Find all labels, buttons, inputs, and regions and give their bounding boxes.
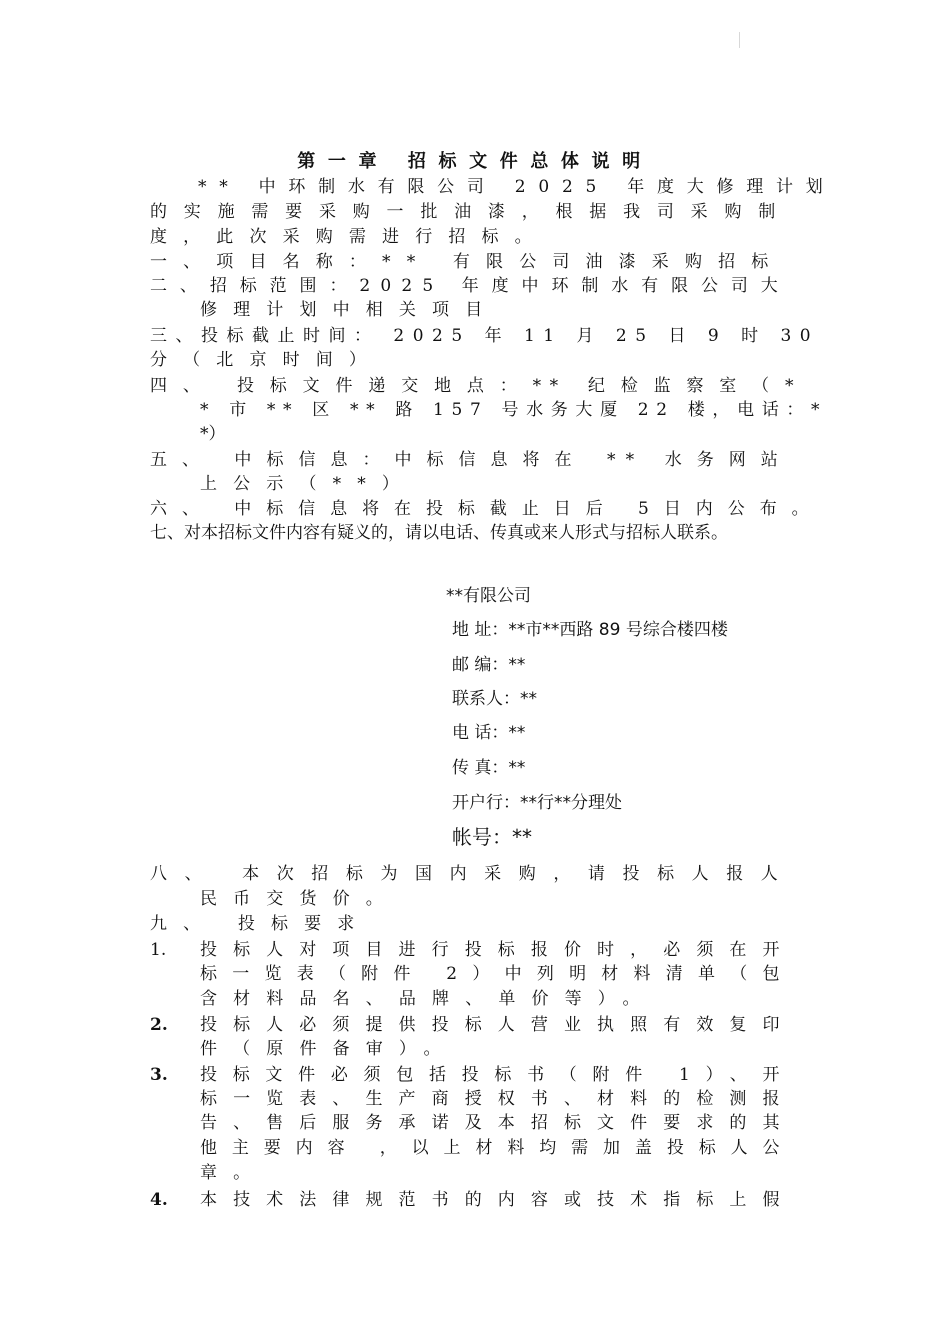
req-1-line-1: 投标人对项目进行投标报价时，必须在开 (200, 940, 788, 960)
company-bank: 开户行：**行**分理处 (452, 793, 622, 813)
req-3-line-5: 章。 (200, 1163, 267, 1183)
req-2-line-2: 件（原件备审）。 (200, 1039, 457, 1059)
req-3-line-4: 他主要内容 ，以上材料均需加盖投标人公 (200, 1138, 788, 1158)
item-4a: 四、 投标文件递交地点：** 纪检监察室（* (150, 376, 802, 396)
req-2-line-1: 投标人必须提供投标人营业执照有效复印 (200, 1015, 788, 1035)
contact-person: 联系人：** (452, 689, 537, 709)
req-1-line-3: 含材料品名、品牌、单价等）。 (200, 989, 656, 1009)
item-6: 六、 中标信息将在投标截止日后 5日内公布。 (150, 499, 818, 519)
item-7: 七、对本招标文件内容有疑义的，请以电话、传真或来人形式与招标人联系。 (150, 523, 728, 543)
cursor-mark (739, 32, 740, 48)
req-1-line-2: 标一览表（附件 2）中列明材料清单（包 (200, 964, 788, 984)
item-3a: 三、投标截止时间： 2025 年 11 月 25 日 9 时 30 (150, 326, 820, 346)
company-fax: 传 真：** (452, 758, 526, 778)
company-postcode: 邮 编：** (452, 655, 526, 675)
item-2b: 修理计划中相关项目 (200, 300, 499, 320)
item-5a: 五、 中标信息：中标信息将在 ** 水务网站 (150, 450, 788, 470)
item-3b: 分（北京时间） (150, 350, 383, 370)
company-account: 帐号：** (452, 825, 532, 849)
req-2-number: 2. (150, 1015, 168, 1035)
intro-line-2: 的实施需要采购一批油漆，根据我司采购制 (150, 202, 788, 222)
intro-line-3: 度，此次采购需进行招标。 (150, 227, 548, 247)
req-3-line-1: 投标文件必须包括投标书（附件 1）、开 (200, 1065, 788, 1085)
req-3-number: 3. (150, 1065, 168, 1085)
item-8a: 八、 本次招标为国内采购，请投标人报人 (150, 864, 788, 884)
req-4-number: 4. (150, 1190, 168, 1210)
item-4c: *） (200, 424, 226, 444)
item-4b: * 市 ** 区 ** 路 157 号水务大厦 22 楼，电话：* (200, 400, 828, 420)
item-9: 九、 投标要求 (150, 914, 371, 934)
item-8b: 民币交货价。 (200, 889, 399, 909)
intro-line-1: ** 中环制水有限公司 2025 年度大修理计划 (198, 177, 836, 197)
company-address: 地 址：**市**西路 89 号综合楼四楼 (452, 620, 728, 640)
item-1: 一、项目名称：** 有限公司油漆采购招标 (150, 252, 785, 272)
company-name: **有限公司 (446, 586, 531, 606)
item-2a: 二、招标范围：2025 年度中环制水有限公司大 (150, 276, 788, 296)
item-5b: 上公示（**） (200, 474, 416, 494)
chapter-title: 第一章 招标文件总体说明 (297, 151, 653, 172)
req-1-number: 1. (150, 940, 167, 960)
req-3-line-3: 告、售后服务承诺及本招标文件要求的其 (200, 1113, 788, 1133)
company-phone: 电 话：** (452, 723, 526, 743)
req-3-line-2: 标一览表、生产商授权书、材料的检测报 (200, 1089, 788, 1109)
req-4-line-1: 本技术法律规范书的内容或技术指标上假 (200, 1190, 788, 1210)
